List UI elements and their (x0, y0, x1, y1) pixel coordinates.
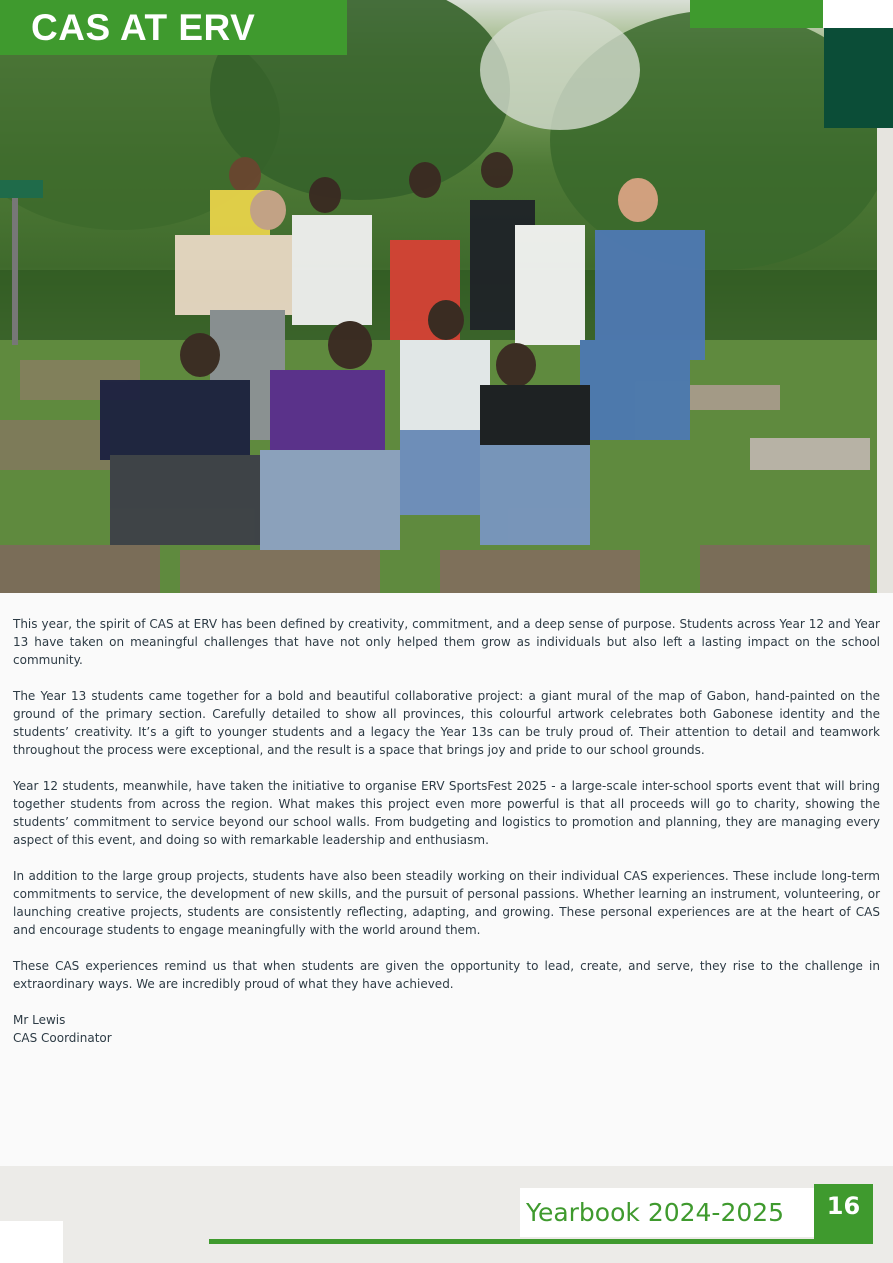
top-white-block (823, 0, 893, 28)
photo-illustration (0, 0, 877, 593)
article-section (0, 593, 893, 1166)
yearbook-label: Yearbook 2024-2025 (520, 1188, 814, 1237)
paragraph: Year 12 students, meanwhile, have taken the initiative to organise ERV SportsFest 2025 - a large-scale inter-school sports event that will bring together students from across the region. What makes this project even more powerful is that all proceeds will go to charity, showing the students’ commitment to service beyond our school walls. From budgeting and logistics to promotion and planning, they are managing every aspect of this event, and doing so with remarkable leadership and enthusiasm. (13, 779, 880, 847)
paragraph: This year, the spirit of CAS at ERV has been defined by creativity, commitment, and a deep sense of purpose. Students across Year 12 and Year 13 have taken on meaningful challenges that have not only helped them grow as individuals but also left a lasting impact on the school community. (13, 617, 880, 667)
signature-name: Mr Lewis (13, 1013, 66, 1027)
page-title: CAS AT ERV (0, 0, 347, 55)
dark-green-block (824, 28, 893, 128)
paragraph: In addition to the large group projects, students have also been steadily working on their individual CAS experiences. These include long-term commitments to service, the development of new skills, and the pursuit of personal passions. Whether learning an instrument, volunteering, or launching creative projects, students are consistently reflecting, adapting, and growing. These personal experiences are at the heart of CAS and encourage students to engage meaningfully with the world around them. (13, 869, 880, 937)
top-accent-bar (690, 0, 823, 28)
signature-role: CAS Coordinator (13, 1031, 112, 1045)
group-photo (0, 0, 877, 593)
footer-white-block (0, 1221, 63, 1263)
article-body (13, 615, 880, 1047)
page-number: 16 (814, 1184, 873, 1240)
paragraph: The Year 13 students came together for a bold and beautiful collaborative project: a giant mural of the map of Gabon, hand-painted on the ground of the primary section. Carefully detailed to show all provinces, this colourful artwork celebrates both Gabonese identity and the students’ creativity. It’s a gift to younger students and a legacy the Year 13s can be truly proud of. Their attention to detail and teamwork throughout the process were exceptional, and the result is a space that brings joy and pride to our school grounds. (13, 689, 880, 757)
paragraph: These CAS experiences remind us that when students are given the opportunity to lead, create, and serve, they rise to the challenge in extraordinary ways. We are incredibly proud of what they have achieved. (13, 959, 880, 991)
right-edge-strip (877, 128, 893, 593)
footer-underline (209, 1239, 873, 1244)
